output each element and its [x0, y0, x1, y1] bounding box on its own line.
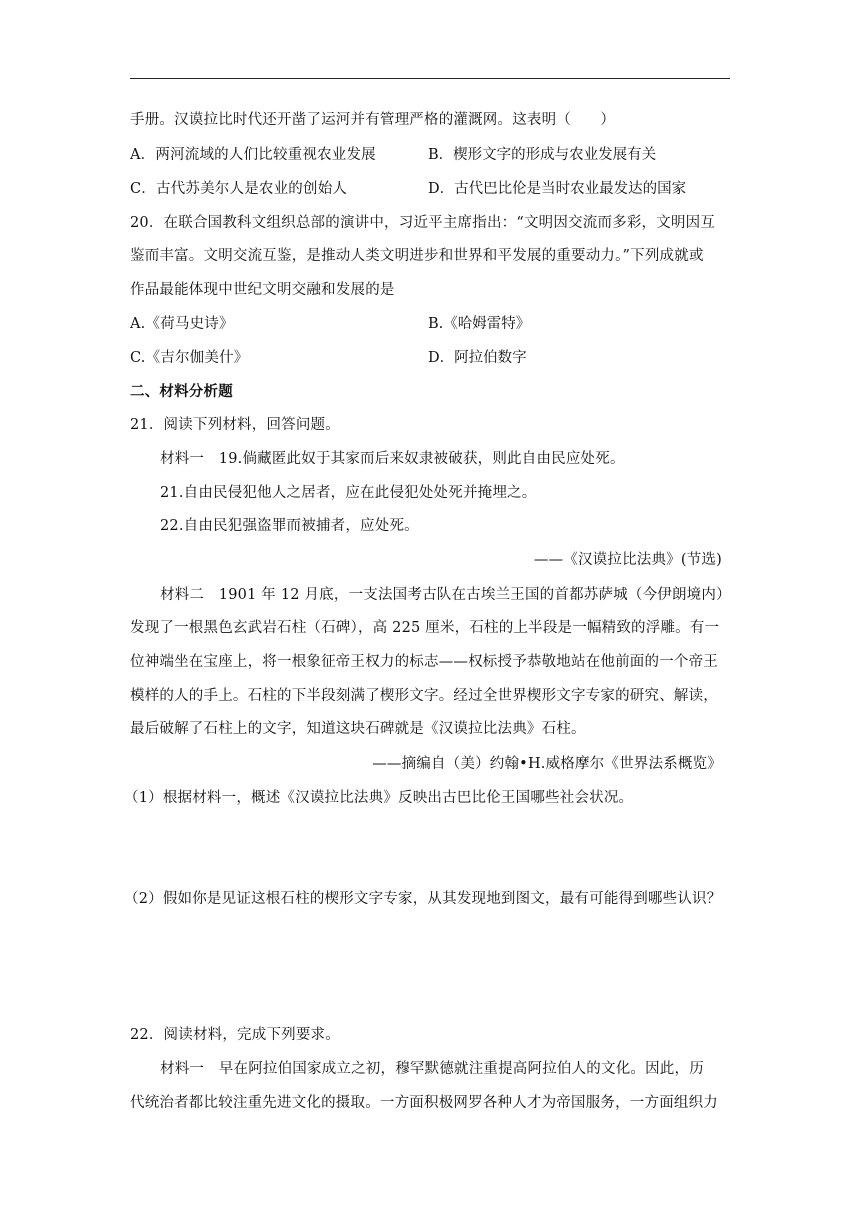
q22-material-1-line-2: 代统治者都比较注重先进文化的摄取。一方面积极网罗各种人才为帝国服务，一方面组织力: [130, 1095, 718, 1111]
q19-option-d[interactable]: D．古代巴比伦是当时农业最发达的国家: [428, 181, 687, 197]
q21-material-1-source: ——《汉谟拉比法典》(节选): [533, 552, 722, 568]
q21-material-1-line-2: 21.自由民侵犯他人之居者，应在此侵犯处处死并掩埋之。: [160, 485, 537, 501]
q20-option-c[interactable]: C.《吉尔伽美什》: [130, 350, 249, 366]
q20-stem-line-2: 鉴而丰富。文明交流互鉴，是推动人类文明进步和世界和平发展的重要动力。”下列成就或: [130, 248, 704, 264]
q19-line-1: 手册。汉谟拉比时代还开凿了运河并有管理严格的灌溉网。这表明（ ）: [130, 112, 616, 128]
q19-option-b[interactable]: B．楔形文字的形成与农业发展有关: [428, 147, 657, 163]
q21-material-2-line-1: 材料二 1901 年 12 月底，一支法国考古队在古埃兰王国的首都苏萨城（今伊朗境内）: [160, 587, 731, 603]
q21-subquestion-2: （2）假如你是见证这根石柱的楔形文字专家，从其发现地到图文，最有可能得到哪些认识？: [124, 891, 722, 907]
q19-option-c[interactable]: C．古代苏美尔人是农业的创始人: [130, 181, 348, 197]
q20-stem-line-3: 作品最能体现中世纪文明交融和发展的是: [130, 282, 395, 298]
q22-material-1-line-1: 材料一 早在阿拉伯国家成立之初，穆罕默德就注重提高阿拉伯人的文化。因此，历: [160, 1061, 704, 1077]
q21-material-1-line-3: 22.自由民犯强盗罪而被捕者，应处死。: [160, 518, 419, 534]
header-rule: [130, 78, 730, 79]
q20-stem-line-1: 20．在联合国教科文组织总部的演讲中，习近平主席指出：“文明因交流而多彩，文明因互: [130, 215, 716, 231]
q20-option-b[interactable]: B.《哈姆雷特》: [428, 316, 531, 332]
q19-option-a[interactable]: A．两河流域的人们比较重视农业发展: [130, 147, 376, 163]
q20-option-a[interactable]: A.《荷马史诗》: [130, 316, 234, 332]
q21-material-2-line-4: 模样的人的手上。石柱的下半段刻满了楔形文字。经过全世界楔形文字专家的研究、解读，: [130, 688, 718, 704]
q21-intro: 21．阅读下列材料，回答问题。: [130, 417, 340, 433]
q21-material-2-line-3: 位神端坐在宝座上，将一根象征帝王权力的标志——权标授予恭敬地站在他前面的一个帝王: [130, 654, 718, 670]
q20-option-d[interactable]: D．阿拉伯数字: [428, 350, 527, 366]
section-heading: 二、材料分析题: [130, 383, 233, 400]
q22-intro: 22．阅读材料，完成下列要求。: [130, 1027, 340, 1043]
q21-material-1-line-1: 材料一 19.倘藏匿此奴于其家而后来奴隶被破获，则此自由民应处死。: [160, 451, 625, 467]
q21-subquestion-1: （1）根据材料一，概述《汉谟拉比法典》反映出古巴比伦王国哪些社会状况。: [124, 790, 634, 806]
q21-material-2-line-2: 发现了一根黑色玄武岩石柱（石碑），高 225 厘米，石柱的上半段是一幅精致的浮雕。有一: [130, 620, 720, 636]
q21-material-2-line-5: 最后破解了石柱上的文字，知道这块石碑就是《汉谟拉比法典》石柱。: [130, 721, 586, 737]
q21-material-2-source: ——摘编自（美）约翰•H.威格摩尔《世界法系概览》: [372, 756, 722, 772]
